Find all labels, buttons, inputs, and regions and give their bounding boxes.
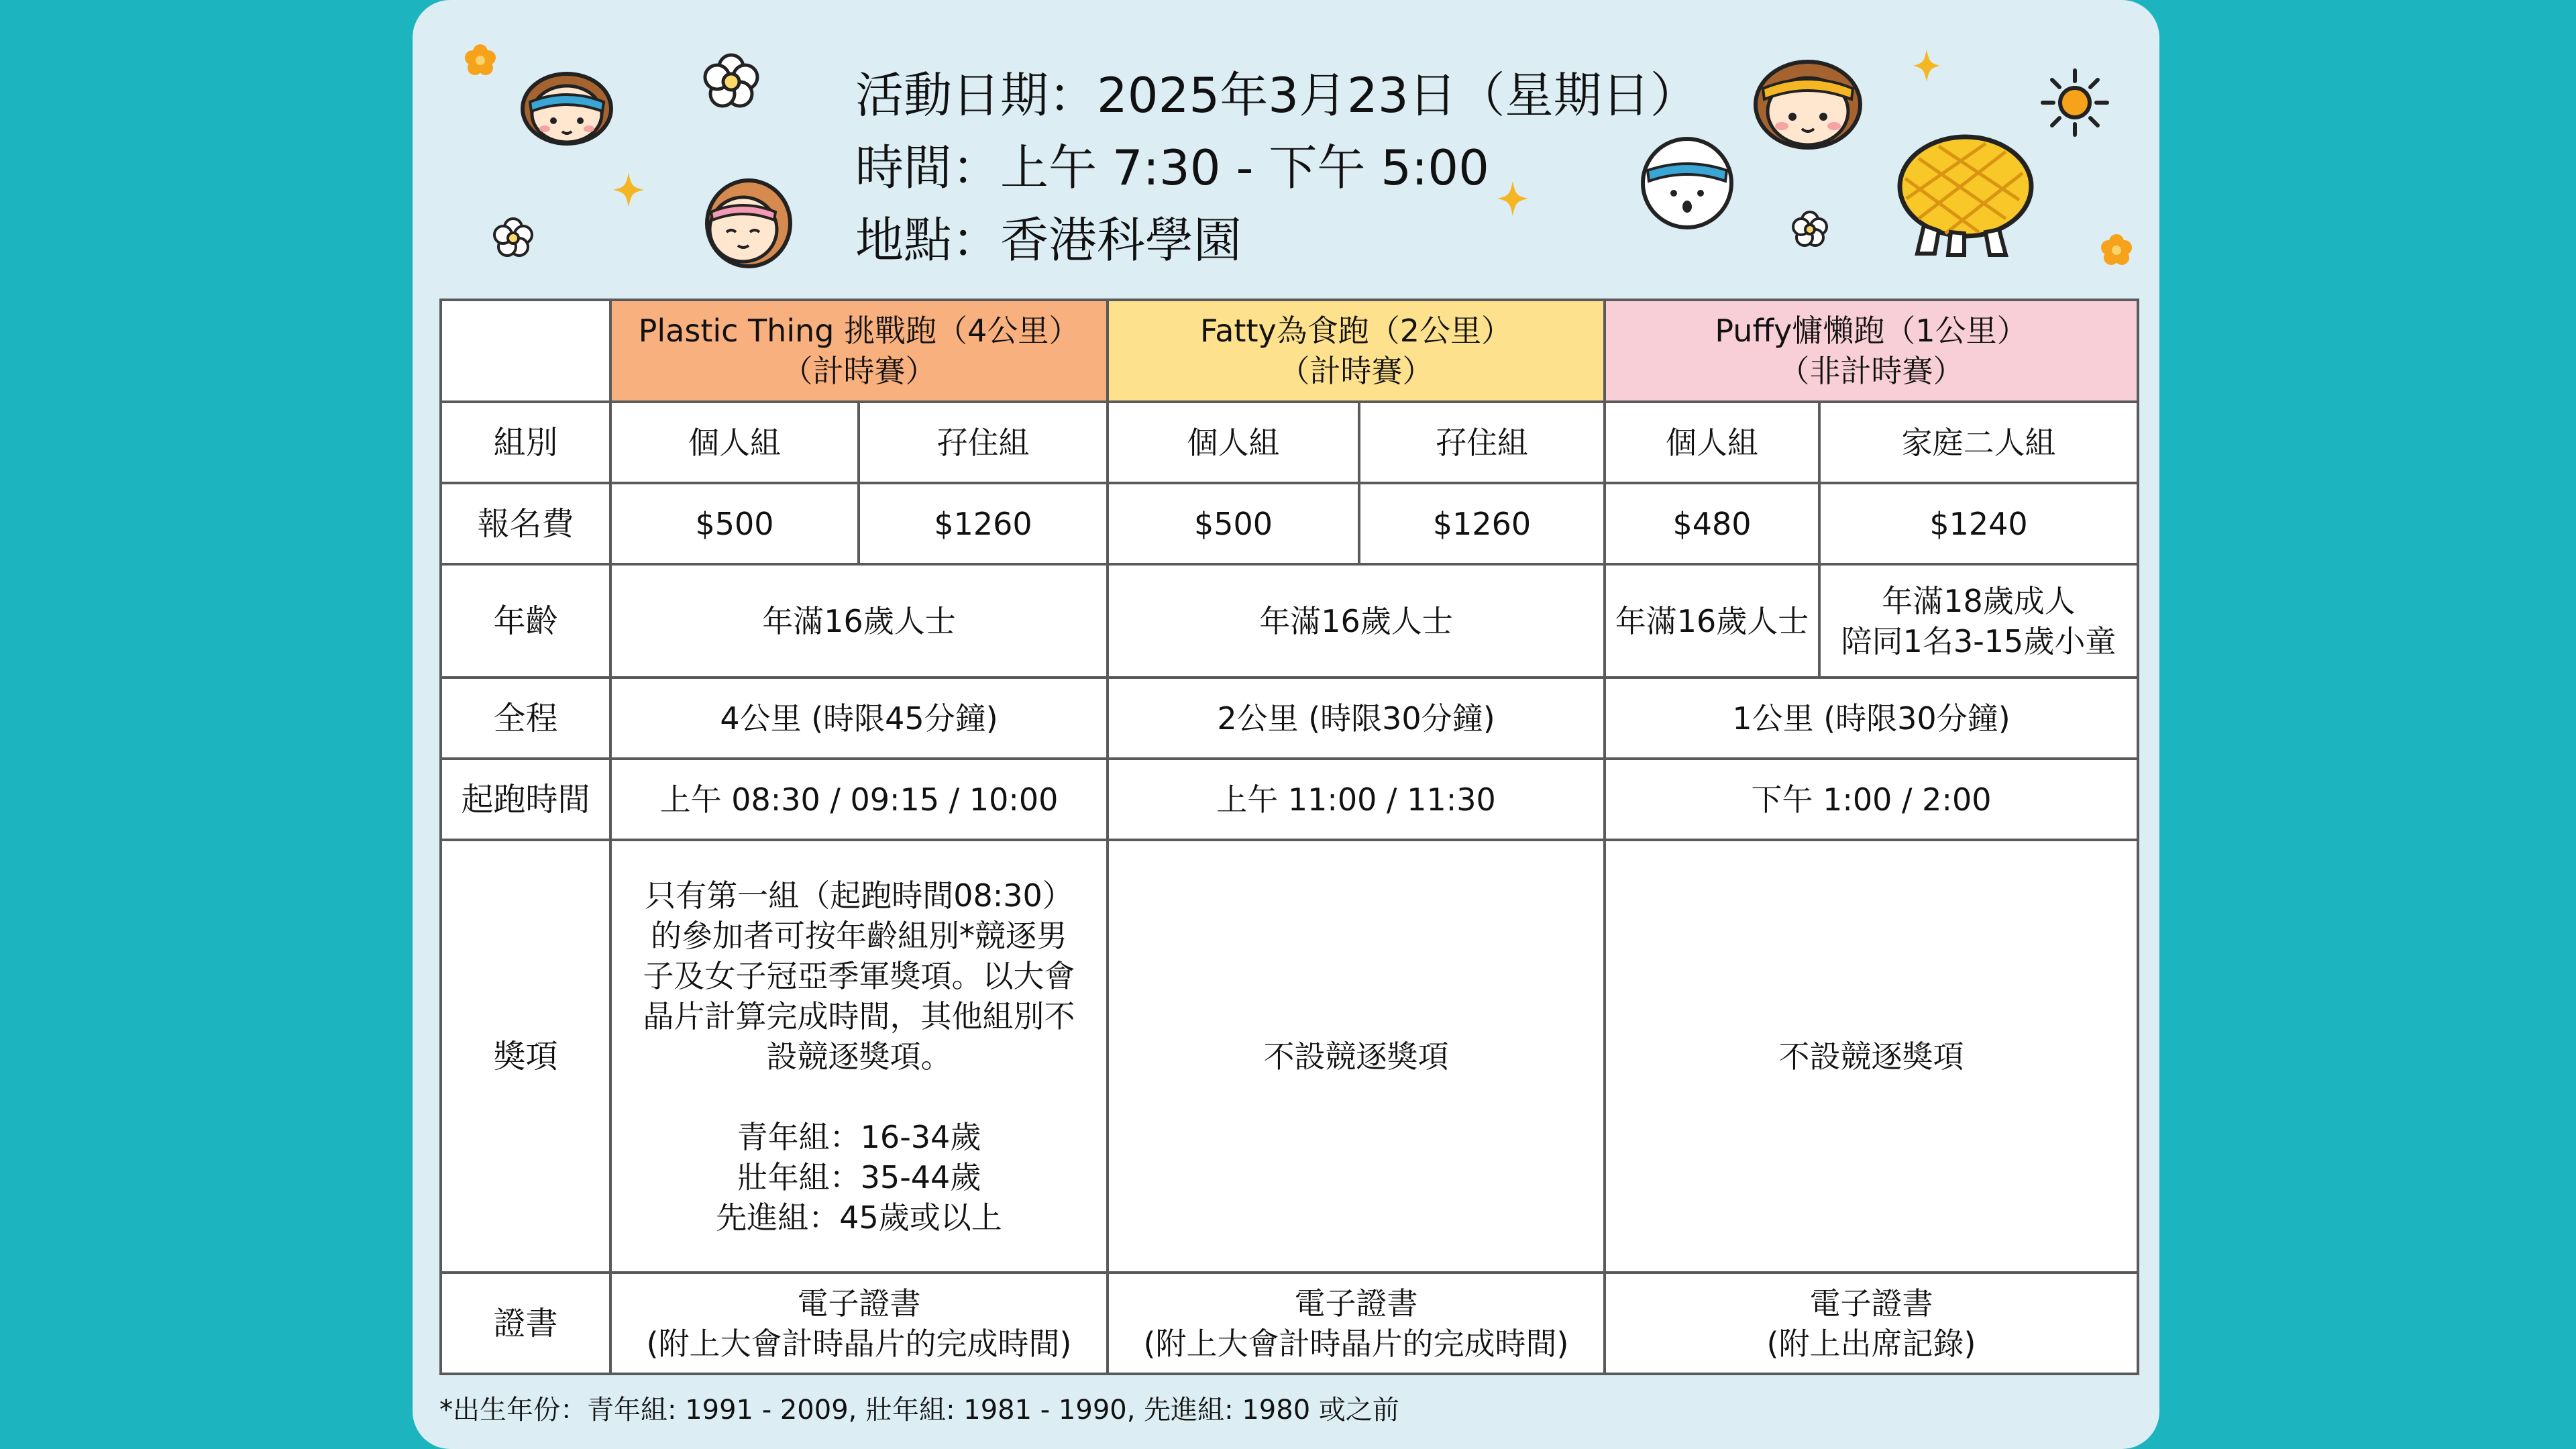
column-subtitle: （非計時賽）	[1778, 353, 1964, 389]
table-row-prize	[441, 840, 2138, 1273]
event-info	[855, 59, 1699, 276]
table-row-cert	[441, 1273, 2138, 1374]
girl-face-icon	[696, 173, 797, 274]
row-label-start: 起跑時間	[441, 759, 610, 840]
prize-description	[610, 840, 1108, 1273]
footnote: *出生年份：青年組: 1991 - 2009, 壯年組: 1981 - 1990, 先進組: 1980 或之前	[439, 1395, 1399, 1426]
age-groups	[619, 1117, 1099, 1238]
table-cell: 個人組	[1108, 402, 1359, 483]
column-header-plastic-thing	[610, 300, 1108, 402]
column-subtitle: （計時賽）	[782, 353, 936, 389]
prize-line: 設競逐獎項。	[766, 1038, 952, 1075]
table-cell: $1240	[1819, 483, 2138, 564]
table-cell: $500	[610, 483, 859, 564]
table-cell: $500	[1108, 483, 1359, 564]
table-cell	[610, 1273, 1108, 1374]
girl-face-icon	[517, 67, 617, 148]
cert-note: (附上大會計時晶片的完成時間)	[1143, 1325, 1569, 1362]
event-venue: 地點：香港科學園	[855, 212, 1242, 268]
event-time: 時間：上午 7:30 - 下午 5:00	[855, 140, 1489, 196]
cert-note: (附上大會計時晶片的完成時間)	[646, 1325, 1072, 1362]
table-cell: 年滿16歲人士	[1108, 564, 1605, 678]
table-cell: 孖住組	[1359, 402, 1605, 483]
age-group: 青年組：16-34歲	[737, 1118, 981, 1155]
row-label-cert: 證書	[441, 1273, 610, 1374]
row-label-distance: 全程	[441, 678, 610, 759]
row-label-group: 組別	[441, 402, 610, 483]
table-cell: 不設競逐獎項	[1605, 840, 2138, 1273]
table-cell: 4公里 (時限45分鐘)	[610, 678, 1108, 759]
prize-line: 只有第一組（起跑時間08:30）	[645, 877, 1073, 914]
event-date: 活動日期：2025年3月23日（星期日）	[855, 67, 1699, 123]
flower-icon	[699, 50, 763, 114]
cert-title: 電子證書	[1294, 1285, 1418, 1322]
table-row-age	[441, 564, 2138, 678]
prize-line: 晶片計算完成時間，其他組別不	[643, 998, 1075, 1034]
column-title: Puffy慵懶跑（1公里）	[1715, 313, 2028, 349]
age-group: 先進組：45歲或以上	[716, 1199, 1002, 1236]
age-group: 壯年組：35-44歲	[737, 1159, 981, 1195]
age-line: 年滿18歲成人	[1882, 582, 2076, 619]
race-schedule-table	[439, 299, 2139, 1375]
table-cell: 不設競逐獎項	[1108, 840, 1605, 1273]
prize-text	[619, 875, 1099, 1077]
sun-icon	[2038, 66, 2112, 140]
sparkle-icon	[1912, 48, 1941, 83]
table-cell: 孖住組	[859, 402, 1108, 483]
table-cell: 年滿16歲人士	[610, 564, 1108, 678]
table-row-start	[441, 759, 2138, 840]
flower-icon	[2097, 231, 2136, 270]
column-title: Plastic Thing 挑戰跑（4公里）	[638, 313, 1080, 349]
table-cell: 年滿16歲人士	[1605, 564, 1819, 678]
corner-cell	[441, 300, 610, 402]
column-title: Fatty為食跑（2公里）	[1200, 313, 1512, 349]
column-header-fatty	[1108, 300, 1605, 402]
sparkle-icon	[612, 171, 645, 209]
table-cell: 上午 11:00 / 11:30	[1108, 759, 1605, 840]
table-row-distance	[441, 678, 2138, 759]
table-cell: $480	[1605, 483, 1819, 564]
table-cell: 1公里 (時限30分鐘)	[1605, 678, 2138, 759]
table-cell: $1260	[859, 483, 1108, 564]
table-cell	[1108, 1273, 1605, 1374]
table-row-group	[441, 402, 2138, 483]
table-cell	[1819, 564, 2138, 678]
table-header-row	[441, 300, 2138, 402]
table-cell: 家庭二人組	[1819, 402, 2138, 483]
table-cell: $1260	[1359, 483, 1605, 564]
row-label-prize: 獎項	[441, 840, 610, 1273]
table-row-fee	[441, 483, 2138, 564]
flower-icon	[490, 215, 537, 262]
table-cell: 個人組	[610, 402, 859, 483]
prize-line: 的參加者可按年齡組別*競逐男	[651, 917, 1067, 954]
column-subtitle: （計時賽）	[1279, 353, 1434, 389]
girl-face-icon	[1751, 58, 1865, 152]
table-cell: 上午 08:30 / 09:15 / 10:00	[610, 759, 1108, 840]
row-label-age: 年齡	[441, 564, 610, 678]
table-cell: 個人組	[1605, 402, 1819, 483]
prize-line: 子及女子冠亞季軍獎項。以大會	[643, 957, 1075, 994]
age-line: 陪同1名3-15歲小童	[1841, 623, 2116, 659]
cert-title: 電子證書	[797, 1285, 921, 1322]
cert-note: (附上出席記錄)	[1766, 1325, 1976, 1362]
row-label-fee: 報名費	[441, 483, 610, 564]
pineapple-bun-icon	[1892, 131, 2039, 259]
table-cell: 下午 1:00 / 2:00	[1605, 759, 2138, 840]
column-header-puffy	[1605, 300, 2138, 402]
table-cell	[1605, 1273, 2138, 1374]
flower-icon	[462, 42, 499, 79]
table-cell: 2公里 (時限30分鐘)	[1108, 678, 1605, 759]
flower-icon	[1788, 208, 1831, 251]
cert-title: 電子證書	[1809, 1285, 1933, 1322]
